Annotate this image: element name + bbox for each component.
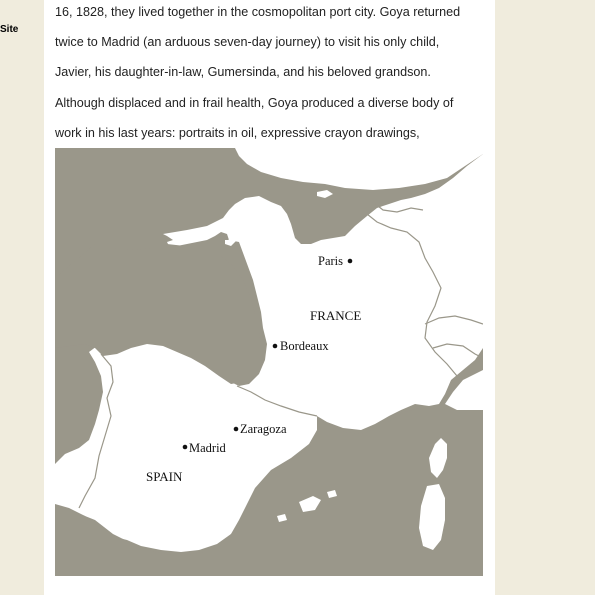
map-svg [55, 148, 483, 576]
zaragoza-label: Zaragoza [240, 422, 287, 436]
article-line: work in his last years: portraits in oil, expressive crayon drawings, [55, 125, 420, 140]
madrid-dot [183, 445, 188, 450]
zaragoza-dot [234, 427, 239, 432]
spain-label: SPAIN [146, 469, 183, 484]
article-line: Although displaced and in frail health, Goya produced a diverse body of [55, 95, 454, 110]
france-spain-map [55, 148, 483, 576]
madrid-label: Madrid [189, 441, 226, 455]
article-line: Javier, his daughter-in-law, Gumersinda, and his beloved grandson. [55, 65, 431, 80]
bordeaux-dot [273, 344, 278, 349]
paris-dot [348, 259, 353, 264]
bordeaux-label: Bordeaux [280, 339, 329, 353]
left-navigation [0, 0, 44, 595]
article-line: twice to Madrid (an arduous seven-day journey) to visit his only child, [55, 35, 440, 50]
article-line: 16, 1828, they lived together in the cosmopolitan port city. Goya returned [55, 5, 461, 20]
paris-label: Paris [318, 254, 343, 268]
nav-site-link[interactable]: Site [0, 24, 19, 35]
france-label: FRANCE [310, 308, 362, 323]
